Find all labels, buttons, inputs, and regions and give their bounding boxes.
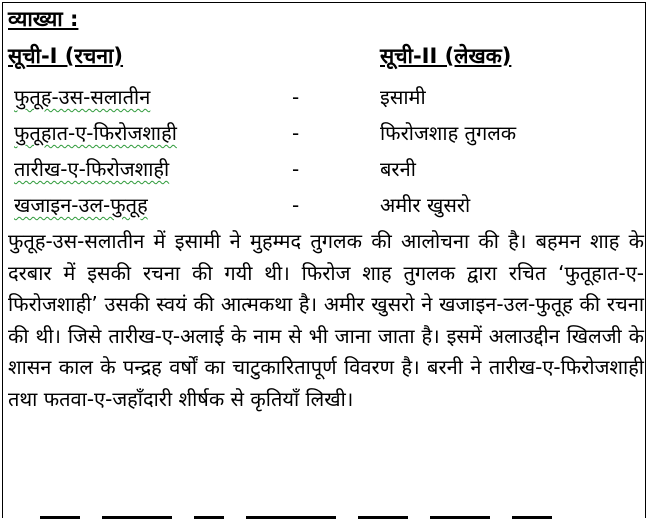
match-row	[0, 118, 652, 148]
list-1-heading: सूची-I (रचना)	[8, 44, 124, 68]
dash-separator: -	[292, 193, 300, 217]
work-title: फुतूह-उस-सलातीन	[14, 85, 151, 109]
work-title: फुतूहात-ए-फिरोजशाही	[14, 121, 177, 145]
author-name: फिरोजशाह तुगलक	[380, 121, 517, 145]
dash-separator: -	[292, 157, 300, 181]
explanation-paragraph: फुतूह-उस-सलातीन में इसामी ने मुहम्मद तुगलक की आलोचना की है। बहमन शाह के दरबार में इसकी रचना की गयी थी। फिरोज शाह तुगलक द्वारा रचित ‘फुतूहात-ए-फिरोजशाही’ उसकी स्वयं की आत्मकथा है। अमीर खुसरो ने खजाइन-उल-फुतूह की रचना की थी। जिसे तारीख-ए-अलाई के नाम से भी जाना जाता है। इसमें अलाउद्दीन खिलजी के शासन काल के पन्द्रह वर्षों का चाटुकारितापूर्ण विवरण है। बरनी ने तारीख-ए-फिरोजशाही तथा फतवा-ए-जहाँदारी शीर्षक से कृतियाँ लिखी।	[8, 229, 644, 411]
author-name: बरनी	[380, 157, 416, 181]
work-title: तारीख-ए-फिरोजशाही	[14, 157, 170, 181]
match-row	[0, 190, 652, 220]
author-name: अमीर खुसरो	[380, 193, 471, 217]
dash-separator: -	[292, 85, 300, 109]
match-row	[0, 82, 652, 112]
explanation-heading: व्याख्या :	[8, 7, 79, 31]
dash-separator: -	[292, 121, 300, 145]
match-row	[0, 154, 652, 184]
list-2-heading: सूची-II (लेखक)	[380, 44, 512, 68]
author-name: इसामी	[380, 85, 426, 109]
work-title: खजाइन-उल-फुतूह	[14, 193, 148, 217]
cut-off-next-line	[40, 516, 600, 524]
